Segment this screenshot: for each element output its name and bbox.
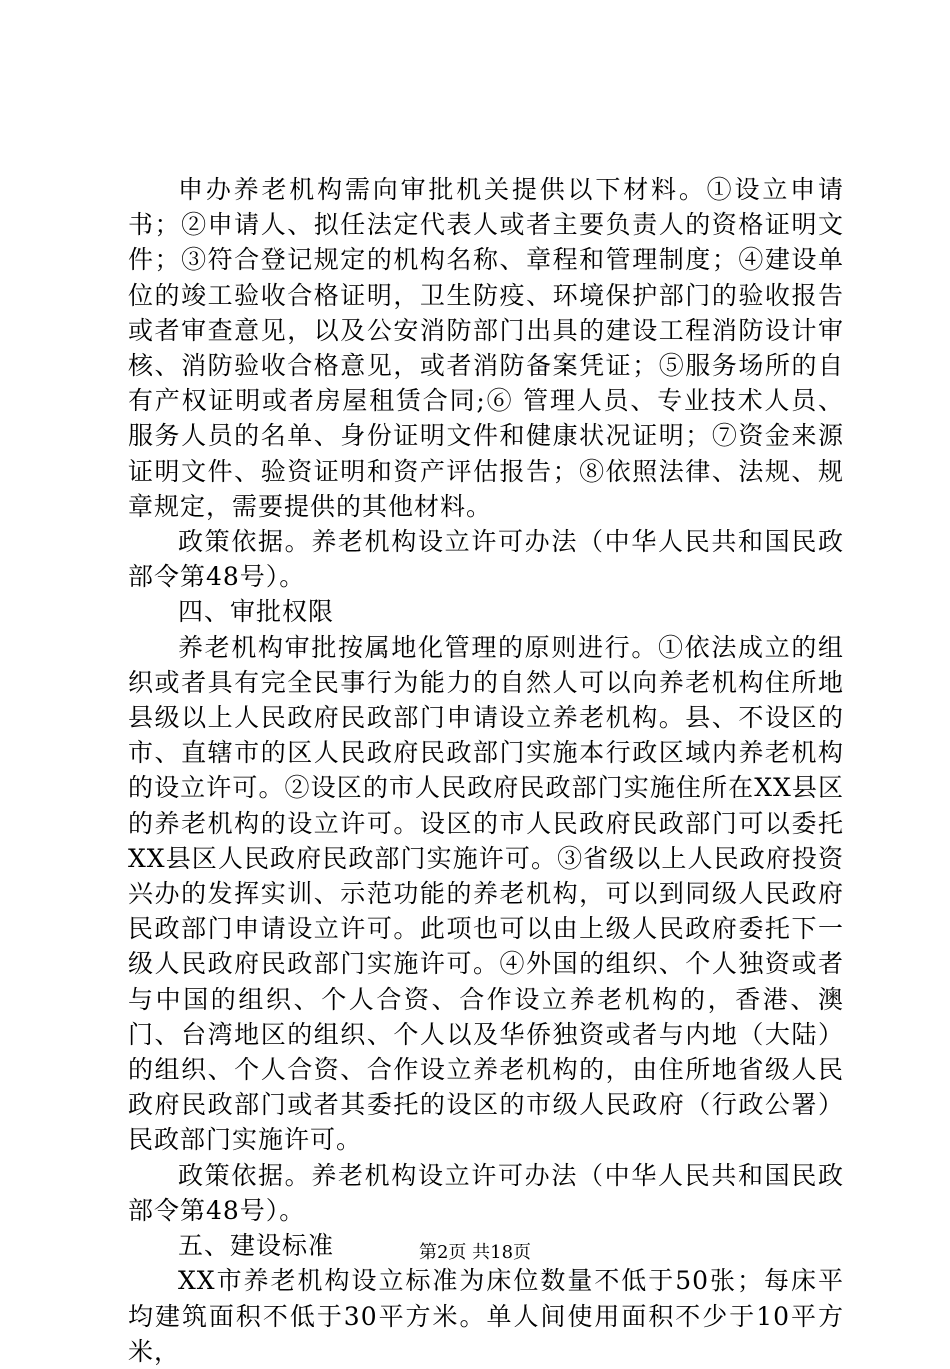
section-heading-approval-authority: 四、审批权限: [178, 597, 335, 627]
paragraph-approval-authority: 养老机构审批按属地化管理的原则进行。①依法成立的组织或者具有完全民事行为能力的自然人可以向养老机构住所地县级以上人民政府民政部门申请设立养老机构。县、不设区的市、直辖市的区人民政府民政部门实施本行政区域内养老机构的设立许可。②设区的市人民政府民政部门实施住所在XX县区的养老机构的设立许可。设区的市人民政府民政部门可以委托XX县区人民政府民政部门实施许可。③省级以上人民政府投资兴办的发挥实训、示范功能的养老机构，可以到同级人民政府民政部门申请设立许可。此项也可以由上级人民政府委托下一级人民政府民政部门实施许可。④外国的组织、个人独资或者与中国的组织、个人合资、合作设立养老机构的，香港、澳门、台湾地区的组织、个人以及华侨独资或者与内地（大陆）的组织、个人合资、合作设立养老机构的，由住所地省级人民政府民政部门或者其委托的设区的市级人民政府（行政公署）民政部门实施许可。: [128, 632, 844, 1155]
paragraph-construction-standards: XX市养老机构设立标准为床位数量不低于50张；每床平均建筑面积不低于30平方米。单人间使用面积不少于10平方米，: [128, 1266, 844, 1366]
page-footer: 第2页 共18页: [418, 1242, 532, 1263]
document-body: [128, 172, 844, 1369]
section-heading-construction-standards: 五、建设标准: [178, 1231, 335, 1261]
paragraph-policy-basis-2: 政策依据。养老机构设立许可办法（中华人民共和国民政部令第48号）。: [128, 1160, 844, 1225]
paragraph-policy-basis-1: 政策依据。养老机构设立许可办法（中华人民共和国民政部令第48号）。: [128, 527, 844, 592]
paragraph-materials: 申办养老机构需向审批机关提供以下材料。①设立申请书；②申请人、拟任法定代表人或者主要负责人的资格证明文件；③符合登记规定的机构名称、章程和管理制度；④建设单位的竣工验收合格证明，卫生防疫、环境保护部门的验收报告或者审查意见，以及公安消防部门出具的建设工程消防设计审核、消防验收合格意见，或者消防备案凭证；⑤服务场所的自有产权证明或者房屋租赁合同;⑥ 管理人员、专业技术人员、服务人员的名单、身份证明文件和健康状况证明；⑦资金来源证明文件、验资证明和资产评估报告；⑧依照法律、法规、规章规定，需要提供的其他材料。: [128, 175, 844, 521]
